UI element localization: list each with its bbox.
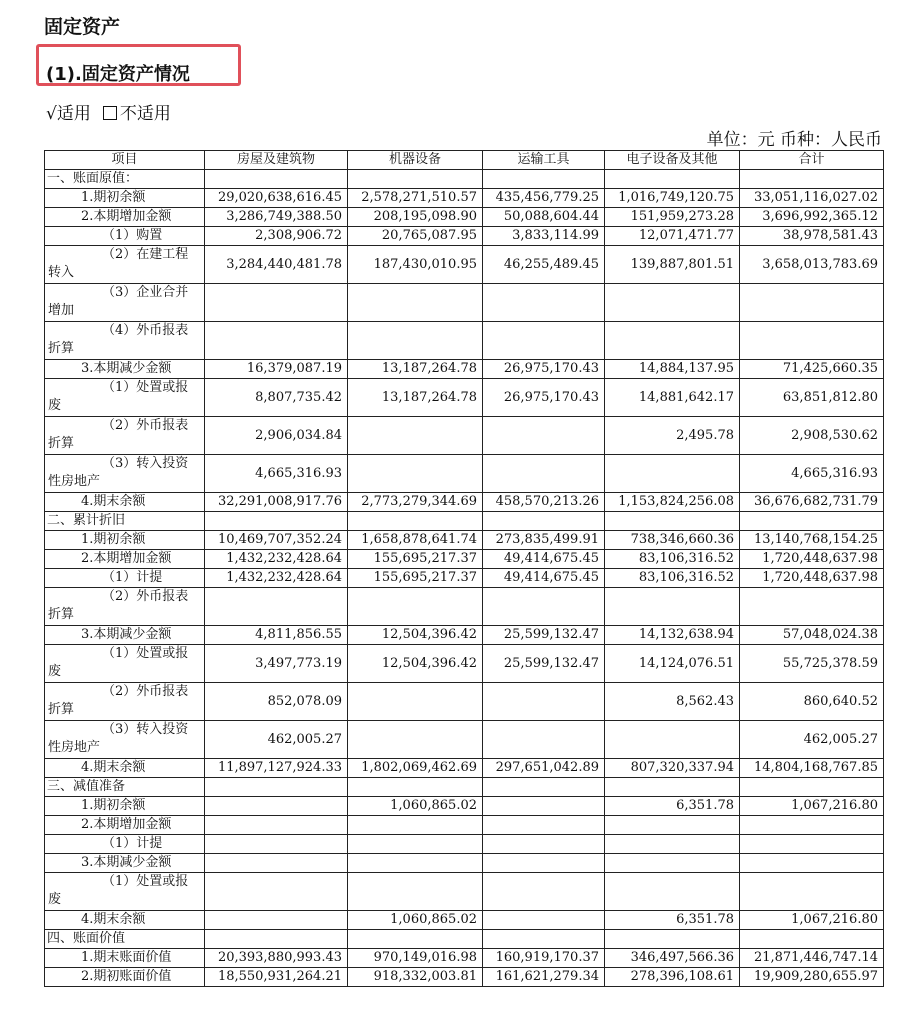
value-cell: 18,550,931,264.21 — [205, 968, 348, 987]
value-cell — [205, 797, 348, 816]
value-cell — [483, 854, 605, 873]
value-cell: 83,106,316.52 — [605, 550, 740, 569]
row-label-text: 4.期末余额 — [81, 494, 146, 509]
value-cell — [605, 512, 740, 531]
row-label — [45, 968, 205, 987]
row-label — [45, 797, 205, 816]
value-cell: 49,414,675.45 — [483, 550, 605, 569]
value-cell — [605, 873, 740, 911]
value-cell: 852,078.09 — [205, 683, 348, 721]
value-cell: 8,562.43 — [605, 683, 740, 721]
row-label-text: （2）外币报表 — [102, 684, 189, 699]
value-cell — [205, 322, 348, 360]
table-row — [45, 759, 884, 778]
value-cell: 20,393,880,993.43 — [205, 949, 348, 968]
value-cell: 57,048,024.38 — [740, 626, 884, 645]
row-label — [45, 455, 205, 493]
value-cell: 14,124,076.51 — [605, 645, 740, 683]
row-label — [45, 930, 205, 949]
value-cell — [348, 930, 483, 949]
value-cell — [605, 588, 740, 626]
row-label — [45, 854, 205, 873]
header-cell: 房屋及建筑物 — [205, 151, 348, 170]
value-cell — [740, 588, 884, 626]
row-label — [45, 911, 205, 930]
value-cell — [483, 512, 605, 531]
value-cell — [348, 170, 483, 189]
value-cell: 161,621,279.34 — [483, 968, 605, 987]
applicability-line — [46, 99, 171, 124]
row-label-text: （1）处置或报 — [102, 874, 189, 889]
value-cell: 278,396,108.61 — [605, 968, 740, 987]
row-label-text: 1.期初余额 — [81, 190, 146, 205]
value-cell: 458,570,213.26 — [483, 493, 605, 512]
value-cell — [740, 816, 884, 835]
value-cell: 50,088,604.44 — [483, 208, 605, 227]
row-label-continuation: 增加 — [48, 303, 75, 318]
value-cell: 38,978,581.43 — [740, 227, 884, 246]
row-label-text: （1）购置 — [102, 228, 163, 243]
value-cell — [348, 322, 483, 360]
value-cell: 4,665,316.93 — [205, 455, 348, 493]
value-cell: 13,187,264.78 — [348, 379, 483, 417]
table-row — [45, 227, 884, 246]
table-row — [45, 683, 884, 721]
value-cell — [348, 417, 483, 455]
value-cell: 807,320,337.94 — [605, 759, 740, 778]
table-row — [45, 911, 884, 930]
row-label-text: （1）处置或报 — [102, 646, 189, 661]
row-label-continuation: 折算 — [48, 436, 75, 451]
row-label — [45, 531, 205, 550]
value-cell: 12,071,471.77 — [605, 227, 740, 246]
value-cell: 3,497,773.19 — [205, 645, 348, 683]
value-cell — [605, 322, 740, 360]
row-label — [45, 379, 205, 417]
value-cell — [483, 322, 605, 360]
row-label — [45, 493, 205, 512]
value-cell: 1,060,865.02 — [348, 797, 483, 816]
row-label — [45, 816, 205, 835]
row-label — [45, 873, 205, 911]
row-label-text: 2.本期增加金额 — [81, 209, 172, 224]
table-row — [45, 512, 884, 531]
value-cell: 21,871,446,747.14 — [740, 949, 884, 968]
table-body — [45, 170, 884, 987]
value-cell: 19,909,280,655.97 — [740, 968, 884, 987]
value-cell — [348, 816, 483, 835]
value-cell — [348, 284, 483, 322]
value-cell: 14,881,642.17 — [605, 379, 740, 417]
section-heading: 固定资产 — [44, 16, 121, 38]
value-cell — [348, 512, 483, 531]
table-row — [45, 417, 884, 455]
value-cell — [483, 873, 605, 911]
value-cell — [348, 683, 483, 721]
value-cell — [348, 873, 483, 911]
value-cell: 1,802,069,462.69 — [348, 759, 483, 778]
value-cell: 29,020,638,616.45 — [205, 189, 348, 208]
row-label — [45, 778, 205, 797]
value-cell: 12,504,396.42 — [348, 626, 483, 645]
value-cell — [740, 854, 884, 873]
value-cell: 3,833,114.99 — [483, 227, 605, 246]
value-cell: 139,887,801.51 — [605, 246, 740, 284]
row-label — [45, 949, 205, 968]
row-label — [45, 189, 205, 208]
table-row — [45, 322, 884, 360]
value-cell: 1,432,232,428.64 — [205, 550, 348, 569]
row-label-text: 2.本期增加金额 — [81, 551, 172, 566]
value-cell — [205, 284, 348, 322]
row-label-text: 1.期初余额 — [81, 532, 146, 547]
value-cell: 25,599,132.47 — [483, 626, 605, 645]
value-cell — [348, 835, 483, 854]
header-cell: 运输工具 — [483, 151, 605, 170]
row-label-text: （4）外币报表 — [102, 323, 189, 338]
table-row — [45, 835, 884, 854]
value-cell: 2,495.78 — [605, 417, 740, 455]
row-label — [45, 588, 205, 626]
table-row — [45, 626, 884, 645]
row-label — [45, 322, 205, 360]
value-cell: 860,640.52 — [740, 683, 884, 721]
table-row — [45, 816, 884, 835]
row-label-text: 4.期末余额 — [81, 760, 146, 775]
value-cell — [205, 588, 348, 626]
table-row — [45, 360, 884, 379]
row-label — [45, 360, 205, 379]
value-cell: 918,332,003.81 — [348, 968, 483, 987]
table-row — [45, 550, 884, 569]
row-label — [45, 569, 205, 588]
value-cell: 49,414,675.45 — [483, 569, 605, 588]
value-cell: 16,379,087.19 — [205, 360, 348, 379]
row-label-continuation: 折算 — [48, 341, 75, 356]
value-cell: 25,599,132.47 — [483, 645, 605, 683]
value-cell — [483, 797, 605, 816]
value-cell: 12,504,396.42 — [348, 645, 483, 683]
value-cell — [605, 284, 740, 322]
value-cell — [740, 170, 884, 189]
table-row — [45, 208, 884, 227]
table-row — [45, 645, 884, 683]
value-cell: 208,195,098.90 — [348, 208, 483, 227]
value-cell: 11,897,127,924.33 — [205, 759, 348, 778]
row-label-continuation: 废 — [48, 398, 62, 413]
value-cell: 14,884,137.95 — [605, 360, 740, 379]
value-cell — [740, 284, 884, 322]
table-row — [45, 170, 884, 189]
row-label-text: 4.期末余额 — [81, 912, 146, 927]
row-label-text: （3）企业合并 — [102, 285, 189, 300]
value-cell — [740, 930, 884, 949]
table-row — [45, 968, 884, 987]
value-cell — [740, 322, 884, 360]
row-label-text: 3.本期减少金额 — [81, 627, 172, 642]
value-cell: 1,060,865.02 — [348, 911, 483, 930]
value-cell — [483, 683, 605, 721]
value-cell — [205, 873, 348, 911]
table-row — [45, 569, 884, 588]
value-cell: 4,665,316.93 — [740, 455, 884, 493]
value-cell: 8,807,735.42 — [205, 379, 348, 417]
value-cell: 3,696,992,365.12 — [740, 208, 884, 227]
value-cell — [483, 170, 605, 189]
table-row — [45, 949, 884, 968]
value-cell: 2,578,271,510.57 — [348, 189, 483, 208]
value-cell — [205, 930, 348, 949]
value-cell — [348, 721, 483, 759]
value-cell: 1,153,824,256.08 — [605, 493, 740, 512]
row-label-continuation: 转入 — [48, 265, 75, 280]
applicable-label: 适用 — [56, 104, 91, 124]
table-row — [45, 379, 884, 417]
value-cell — [483, 835, 605, 854]
header-cell: 机器设备 — [348, 151, 483, 170]
value-cell: 3,284,440,481.78 — [205, 246, 348, 284]
value-cell — [605, 778, 740, 797]
value-cell — [740, 873, 884, 911]
value-cell: 32,291,008,917.76 — [205, 493, 348, 512]
value-cell: 1,067,216.80 — [740, 797, 884, 816]
value-cell: 462,005.27 — [205, 721, 348, 759]
check-mark-icon: √ — [46, 104, 57, 124]
value-cell: 346,497,566.36 — [605, 949, 740, 968]
row-label — [45, 835, 205, 854]
value-cell: 63,851,812.80 — [740, 379, 884, 417]
value-cell — [483, 930, 605, 949]
value-cell — [205, 911, 348, 930]
unit-currency-line: 单位：元 币种：人民币 — [706, 130, 882, 150]
row-label-continuation: 废 — [48, 664, 62, 679]
table-row — [45, 455, 884, 493]
value-cell: 160,919,170.37 — [483, 949, 605, 968]
table-row — [45, 930, 884, 949]
value-cell: 297,651,042.89 — [483, 759, 605, 778]
value-cell: 2,308,906.72 — [205, 227, 348, 246]
row-label — [45, 759, 205, 778]
row-label — [45, 417, 205, 455]
value-cell: 10,469,707,352.24 — [205, 531, 348, 550]
table-header-row — [45, 151, 884, 170]
row-label-text: （2）在建工程 — [102, 247, 189, 262]
row-label-text: （1）计提 — [102, 836, 163, 851]
row-label-text: （3）转入投资 — [102, 722, 189, 737]
value-cell — [348, 588, 483, 626]
row-label — [45, 721, 205, 759]
value-cell: 2,906,034.84 — [205, 417, 348, 455]
row-label — [45, 170, 205, 189]
value-cell: 738,346,660.36 — [605, 531, 740, 550]
value-cell: 1,720,448,637.98 — [740, 569, 884, 588]
row-label — [45, 246, 205, 284]
value-cell: 13,140,768,154.25 — [740, 531, 884, 550]
not-applicable-label: 不适用 — [119, 104, 171, 124]
value-cell — [605, 721, 740, 759]
value-cell — [205, 854, 348, 873]
table-row — [45, 873, 884, 911]
row-label — [45, 512, 205, 531]
value-cell: 3,286,749,388.50 — [205, 208, 348, 227]
row-label-continuation: 折算 — [48, 702, 75, 717]
value-cell — [483, 284, 605, 322]
row-label-text: 2.本期增加金额 — [81, 817, 172, 832]
value-cell: 2,908,530.62 — [740, 417, 884, 455]
row-label-text: 3.本期减少金额 — [81, 855, 172, 870]
value-cell: 1,658,878,641.74 — [348, 531, 483, 550]
row-label-continuation: 折算 — [48, 607, 75, 622]
value-cell — [605, 930, 740, 949]
value-cell — [740, 778, 884, 797]
value-cell: 2,773,279,344.69 — [348, 493, 483, 512]
value-cell — [348, 854, 483, 873]
value-cell: 71,425,660.35 — [740, 360, 884, 379]
row-label-text: 四、账面价值 — [47, 931, 126, 946]
row-label-text: 三、减值准备 — [47, 779, 126, 794]
value-cell: 1,067,216.80 — [740, 911, 884, 930]
table-row — [45, 531, 884, 550]
value-cell: 33,051,116,027.02 — [740, 189, 884, 208]
table-row — [45, 588, 884, 626]
row-label — [45, 550, 205, 569]
table-row — [45, 721, 884, 759]
row-label-text: 2.期初账面价值 — [81, 969, 172, 984]
value-cell — [483, 721, 605, 759]
value-cell — [605, 816, 740, 835]
value-cell — [740, 512, 884, 531]
value-cell: 46,255,489.45 — [483, 246, 605, 284]
value-cell: 14,804,168,767.85 — [740, 759, 884, 778]
value-cell: 462,005.27 — [740, 721, 884, 759]
fixed-assets-table — [44, 150, 884, 987]
empty-checkbox-icon — [103, 106, 117, 120]
value-cell: 6,351.78 — [605, 911, 740, 930]
value-cell — [348, 778, 483, 797]
value-cell: 13,187,264.78 — [348, 360, 483, 379]
value-cell — [483, 417, 605, 455]
value-cell: 14,132,638.94 — [605, 626, 740, 645]
value-cell — [205, 512, 348, 531]
header-cell: 合计 — [740, 151, 884, 170]
row-label — [45, 227, 205, 246]
value-cell — [205, 835, 348, 854]
value-cell — [205, 778, 348, 797]
value-cell: 1,432,232,428.64 — [205, 569, 348, 588]
row-label-text: （1）计提 — [102, 570, 163, 585]
value-cell — [483, 816, 605, 835]
value-cell: 26,975,170.43 — [483, 360, 605, 379]
value-cell — [205, 170, 348, 189]
value-cell: 20,765,087.95 — [348, 227, 483, 246]
value-cell: 55,725,378.59 — [740, 645, 884, 683]
row-label-text: （3）转入投资 — [102, 456, 189, 471]
value-cell: 273,835,499.91 — [483, 531, 605, 550]
value-cell: 155,695,217.37 — [348, 550, 483, 569]
value-cell: 26,975,170.43 — [483, 379, 605, 417]
row-label — [45, 208, 205, 227]
value-cell: 36,676,682,731.79 — [740, 493, 884, 512]
row-label — [45, 626, 205, 645]
subsection-heading: (1).固定资产情况 — [46, 64, 190, 85]
row-label — [45, 683, 205, 721]
row-label — [45, 645, 205, 683]
table-row — [45, 797, 884, 816]
row-label-text: 1.期末账面价值 — [81, 950, 172, 965]
value-cell — [483, 778, 605, 797]
row-label-text: （1）处置或报 — [102, 380, 189, 395]
row-label — [45, 284, 205, 322]
value-cell — [483, 455, 605, 493]
table-row — [45, 189, 884, 208]
value-cell — [605, 455, 740, 493]
value-cell: 151,959,273.28 — [605, 208, 740, 227]
value-cell: 3,658,013,783.69 — [740, 246, 884, 284]
row-label-text: 3.本期减少金额 — [81, 361, 172, 376]
row-label-text: （2）外币报表 — [102, 418, 189, 433]
value-cell — [348, 455, 483, 493]
row-label-text: 1.期初余额 — [81, 798, 146, 813]
value-cell — [483, 588, 605, 626]
value-cell: 435,456,779.25 — [483, 189, 605, 208]
value-cell: 4,811,856.55 — [205, 626, 348, 645]
value-cell — [605, 170, 740, 189]
row-label-text: 二、累计折旧 — [47, 513, 126, 528]
row-label-continuation: 性房地产 — [48, 474, 101, 489]
value-cell — [605, 854, 740, 873]
row-label-continuation: 废 — [48, 892, 62, 907]
value-cell: 1,720,448,637.98 — [740, 550, 884, 569]
value-cell: 6,351.78 — [605, 797, 740, 816]
value-cell — [740, 835, 884, 854]
row-label-continuation: 性房地产 — [48, 740, 101, 755]
value-cell — [605, 835, 740, 854]
table-row — [45, 284, 884, 322]
row-label-text: （2）外币报表 — [102, 589, 189, 604]
header-cell: 项目 — [45, 151, 205, 170]
row-label-text: 一、账面原值： — [47, 171, 139, 186]
header-cell: 电子设备及其他 — [605, 151, 740, 170]
table-row — [45, 854, 884, 873]
value-cell: 187,430,010.95 — [348, 246, 483, 284]
value-cell — [483, 911, 605, 930]
value-cell: 970,149,016.98 — [348, 949, 483, 968]
table-row — [45, 493, 884, 512]
table-row — [45, 246, 884, 284]
value-cell: 83,106,316.52 — [605, 569, 740, 588]
value-cell: 155,695,217.37 — [348, 569, 483, 588]
value-cell — [205, 816, 348, 835]
value-cell: 1,016,749,120.75 — [605, 189, 740, 208]
table-row — [45, 778, 884, 797]
